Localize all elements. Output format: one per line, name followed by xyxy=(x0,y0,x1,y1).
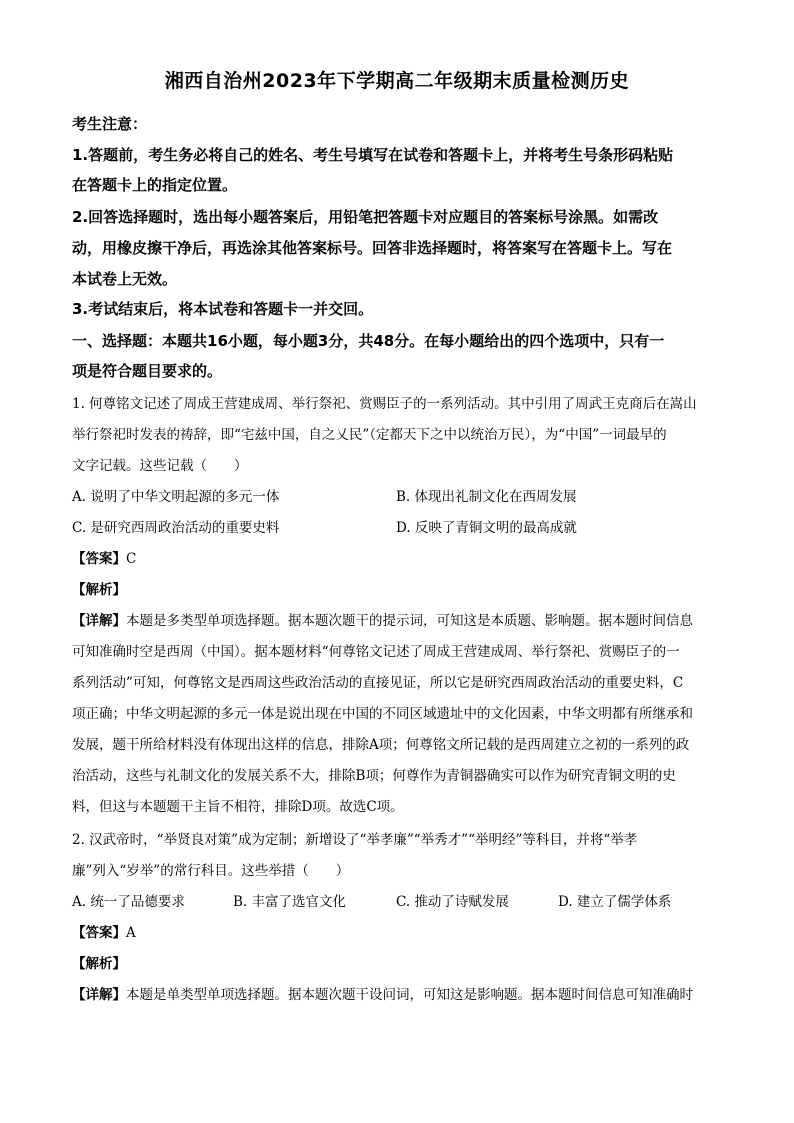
section-heading-line-1: 一、选择题：本题共16小题，每小题3分，共48分。在每小题给出的四个选项中，只有一 xyxy=(72,332,665,350)
notice-line-5: 本试卷上无效。 xyxy=(72,270,178,288)
notice-heading: 考生注意： xyxy=(72,115,148,133)
answer-value: A xyxy=(126,925,136,941)
notice-line-2: 在答题卡上的指定位置。 xyxy=(72,176,238,194)
detail-text: 本题是多类型单项选择题。据本题次题干的提示词，可知这是本质题、影响题。据本题时间信息 xyxy=(126,613,693,629)
analysis-tag: 【解析】 xyxy=(72,582,126,598)
q1-answer xyxy=(72,547,136,567)
q2-option-b: B. 丰富了选官文化 xyxy=(233,894,347,910)
q1-option-d: D. 反映了青铜文明的最高成就 xyxy=(396,520,577,536)
q1-detail-line-3: 系列活动”可知，何尊铭文是西周这些政治活动的直接见证，所以它是研究西周政治活动的重要史料，C xyxy=(72,675,684,691)
analysis-tag: 【解析】 xyxy=(72,956,126,972)
notice-line-6: 3.考试结束后，将本试卷和答题卡一并交回。 xyxy=(72,300,374,318)
q1-option-c: C. 是研究西周政治活动的重要史料 xyxy=(72,520,280,536)
q1-detail-line-6: 治活动，这些与礼制文化的发展关系不大，排除B项；何尊作为青铜器确实可以作为研究青铜文明的史 xyxy=(72,768,676,784)
q1-stem-line-3: 文字记载。这些记载（ ） xyxy=(72,458,248,474)
q2-analysis-heading xyxy=(72,952,126,972)
q2-answer xyxy=(72,921,136,941)
q1-detail-line-1 xyxy=(72,609,693,629)
page-title: 湘西自治州2023年下学期高二年级期末质量检测历史 xyxy=(164,70,630,92)
q1-detail-line-2: 可知准确时空是西周（中国）。据本题材料“何尊铭文记述了周成王营建成周、举行祭祀、赏赐臣子的一 xyxy=(72,644,680,660)
detail-text: 本题是单类型单项选择题。据本题次题干设问词，可知这是影响题。据本题时间信息可知准确时 xyxy=(126,987,693,1003)
q2-stem-line-2: 廉”列入“岁举”的常行科目。这些举措（ ） xyxy=(72,863,350,879)
q2-option-d: D. 建立了儒学体系 xyxy=(558,894,672,910)
q2-option-c: C. 推动了诗赋发展 xyxy=(396,894,509,910)
notice-line-4: 动，用橡皮擦干净后，再选涂其他答案标号。回答非选择题时，将答案写在答题卡上。写在 xyxy=(72,239,673,257)
q1-detail-line-5: 发展，题干所给材料没有体现出这样的信息，排除A项；何尊铭文所记载的是西周建立之初的一系列的政 xyxy=(72,737,690,753)
q2-option-a: A. 统一了品德要求 xyxy=(72,894,185,910)
q2-detail-line-1 xyxy=(72,983,693,1003)
detail-tag: 【详解】 xyxy=(72,613,126,629)
q1-detail-line-7: 料，但这与本题题干主旨不相符，排除D项。故选C项。 xyxy=(72,799,404,815)
detail-tag: 【详解】 xyxy=(72,987,126,1003)
q1-analysis-heading xyxy=(72,578,126,598)
q1-option-b: B. 体现出礼制文化在西周发展 xyxy=(396,489,577,505)
answer-tag: 【答案】 xyxy=(72,925,126,941)
section-heading-line-2: 项是符合题目要求的。 xyxy=(72,362,223,380)
q1-stem-line-1: 1. 何尊铭文记述了周成王营建成周、举行祭祀、赏赐臣子的一系列活动。其中引用了周武王克商后在嵩山 xyxy=(72,396,697,412)
q2-stem-line-1: 2. 汉武帝时，“举贤良对策”成为定制；新增设了“举孝廉”“举秀才”“举明经”等科目，并将“举孝 xyxy=(72,832,638,848)
q1-option-a: A. 说明了中华文明起源的多元一体 xyxy=(72,489,280,505)
answer-value: C xyxy=(126,551,137,567)
notice-line-1: 1.答题前，考生务必将自己的姓名、考生号填写在试卷和答题卡上，并将考生号条形码粘贴 xyxy=(72,146,674,164)
notice-line-3: 2.回答选择题时，选出每小题答案后，用铅笔把答题卡对应题目的答案标号涂黑。如需改 xyxy=(72,208,659,226)
q1-detail-line-4: 项正确；中华文明起源的多元一体是说出现在中国的不同区域遗址中的文化因素，中华文明都有所继承和 xyxy=(72,706,693,722)
answer-tag: 【答案】 xyxy=(72,551,126,567)
q1-stem-line-2: 举行祭祀时发表的祷辞，即“宅兹中国，自之乂民”（定都天下之中以统治万民），为“中国”一词最早的 xyxy=(72,427,667,443)
